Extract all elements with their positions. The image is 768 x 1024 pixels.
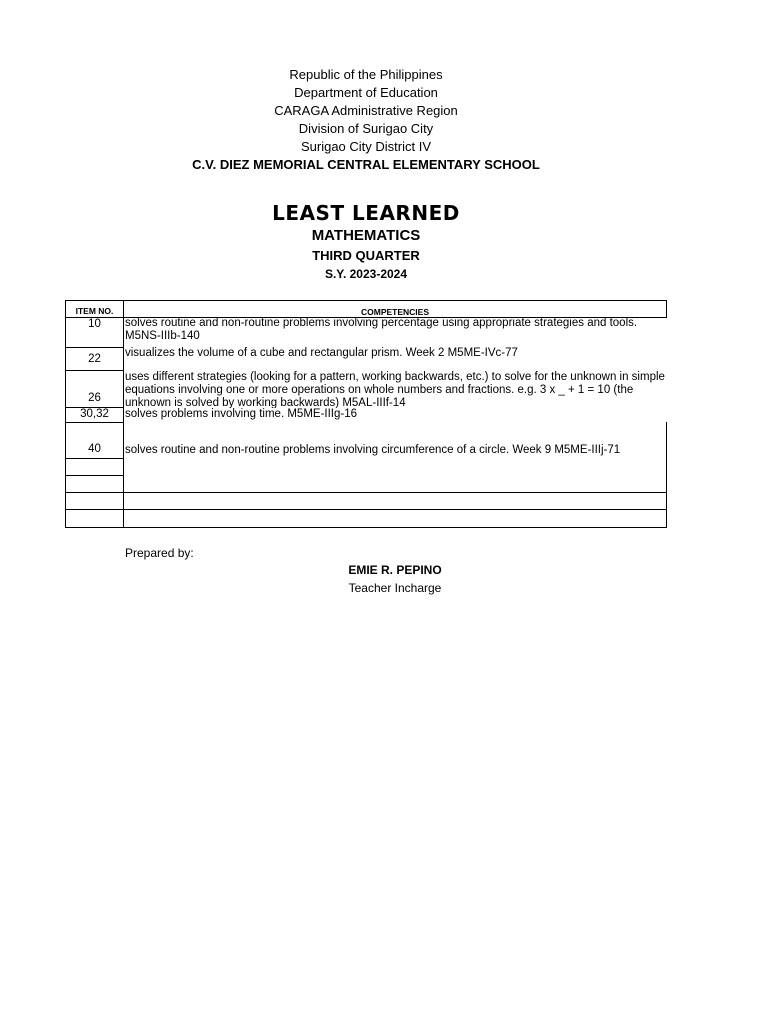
column-header-item-no: ITEM NO. (65, 300, 124, 318)
preparer-name: EMIE R. PEPINO (348, 563, 442, 577)
item-number: 30,32 (80, 408, 109, 420)
competency-text: uses different strategies (looking for a pattern, working backwards, etc.) to solve for the unknown in simple equations involving one or more operations on whole numbers and fractions. e.g. 3 x _ + 1 = 10 (the unknown is solved by working backwards) M5AL-IIIf-14 (125, 371, 665, 408)
competency-text: solves problems involving time. M5ME-IIIg-16 (125, 408, 357, 420)
subject-title: MATHEMATICS (311, 227, 421, 244)
page-title: LEAST LEARNED (272, 201, 460, 225)
header-line-region: CARAGA Administrative Region (274, 103, 458, 118)
column-header-competencies: COMPETENCIES (123, 300, 667, 318)
competency-cell (123, 458, 667, 476)
empty-table-row (65, 492, 667, 510)
empty-table-row (65, 458, 667, 476)
competency-cell (123, 317, 667, 348)
table-header-row (65, 300, 667, 318)
item-cell (65, 422, 124, 459)
item-cell (65, 475, 124, 493)
header-line-department: Department of Education (294, 85, 438, 100)
empty-table-row (65, 509, 667, 528)
item-cell (65, 370, 124, 408)
item-cell (65, 347, 124, 371)
item-number: 10 (88, 318, 101, 330)
table-row (65, 317, 667, 348)
competency-cell (123, 407, 667, 423)
quarter-title: THIRD QUARTER (312, 248, 420, 263)
competency-cell (123, 422, 667, 459)
table-row (65, 370, 667, 408)
competency-cell (123, 492, 667, 510)
header-line-district: Surigao City District IV (300, 139, 432, 154)
school-year: S.Y. 2023-2024 (324, 267, 408, 281)
item-cell (65, 458, 124, 476)
item-cell (65, 407, 124, 423)
table-row (65, 422, 667, 459)
item-number: 22 (88, 353, 101, 365)
prepared-by-label: Prepared by: (125, 546, 194, 560)
header-line-republic: Republic of the Philippines (289, 67, 443, 82)
item-cell (65, 492, 124, 510)
table-row (65, 407, 667, 423)
competency-cell (123, 370, 667, 408)
school-name: C.V. DIEZ MEMORIAL CENTRAL ELEMENTARY SCHOOL (192, 157, 540, 172)
item-number: 26 (88, 392, 101, 404)
item-cell (65, 317, 124, 348)
header-line-division: Division of Surigao City (298, 121, 434, 136)
competency-text: solves routine and non-routine problems involving circumference of a circle. Week 9 M5ME-IIIj-71 (125, 444, 621, 456)
competency-text: visualizes the volume of a cube and rectangular prism. Week 2 M5ME-IVc-77 (125, 347, 518, 359)
competency-cell (123, 509, 667, 528)
empty-table-row (65, 475, 667, 493)
table-row (65, 347, 667, 371)
competency-cell (123, 475, 667, 493)
preparer-role: Teacher Incharge (348, 581, 442, 595)
competency-text: solves routine and non-routine problems involving percentage using appropriate strategies and tools. M5NS-IIIb-140 (125, 317, 638, 342)
item-cell (65, 509, 124, 528)
item-number: 40 (88, 443, 101, 455)
competency-cell (123, 347, 667, 371)
